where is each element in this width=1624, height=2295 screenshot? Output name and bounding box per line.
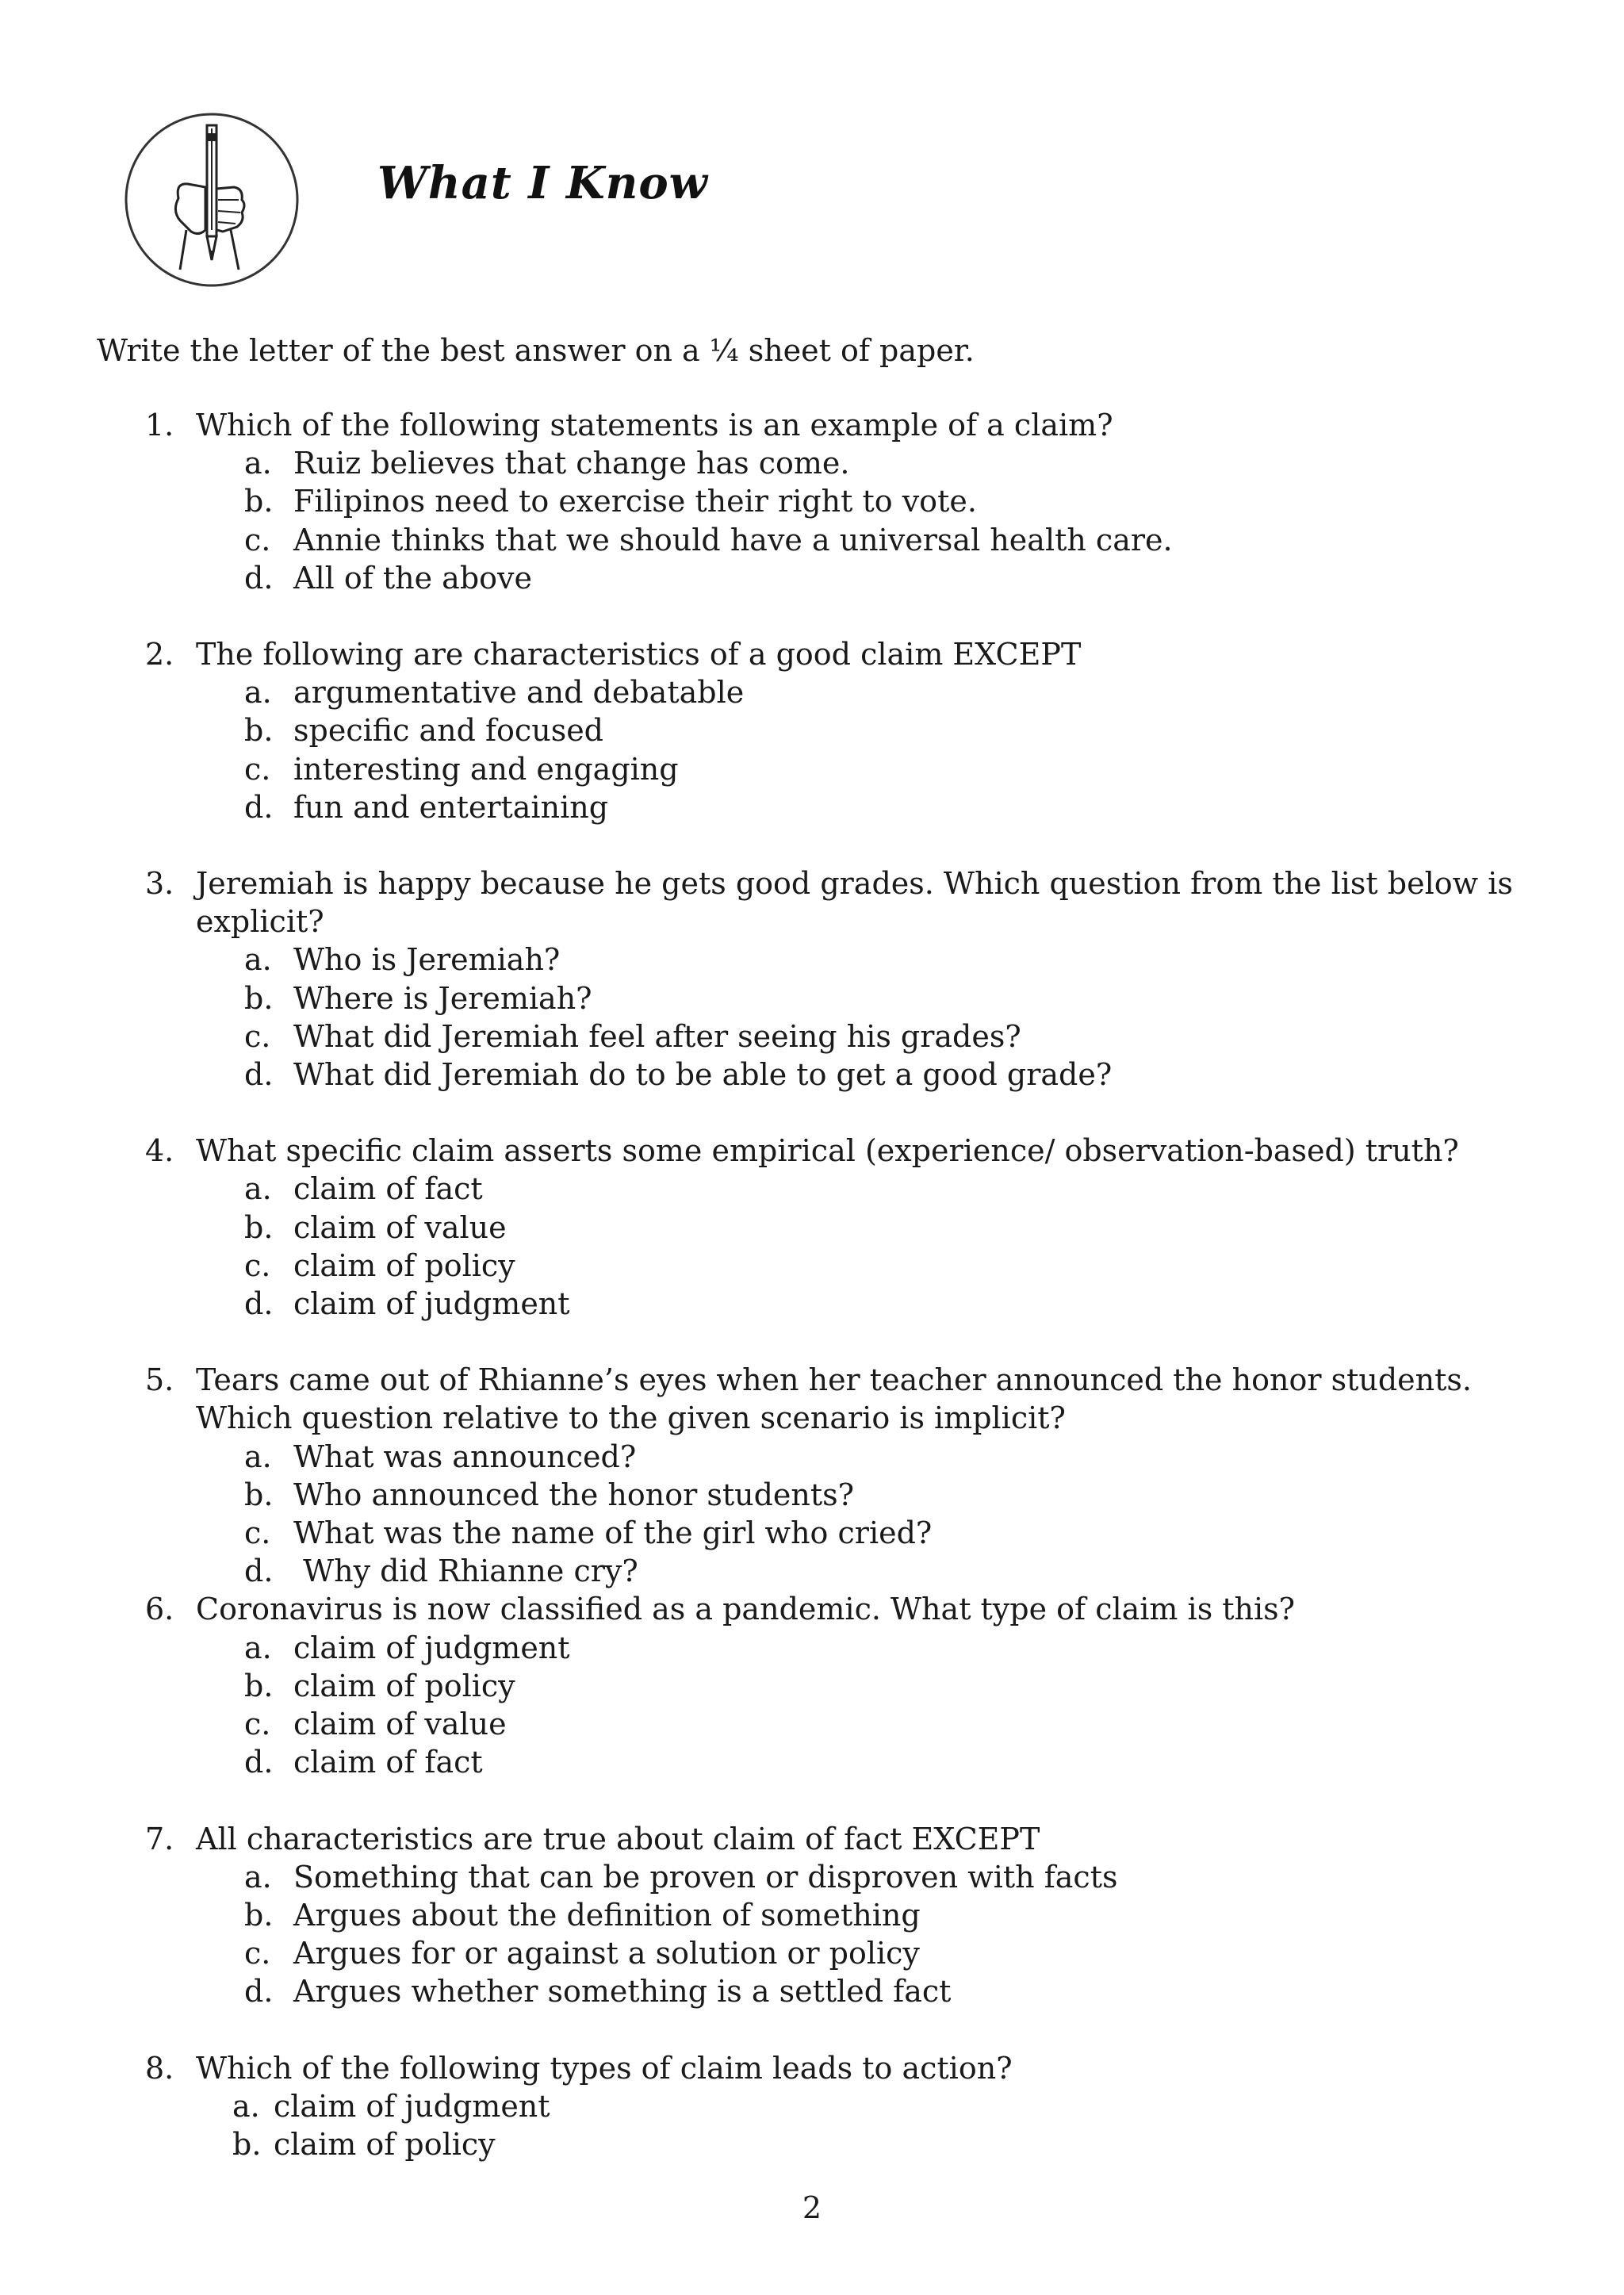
question-stem: What specific claim asserts some empirical (experience/ observation-based) truth? [196,1133,1459,1169]
option-letter: a. [244,1859,272,1895]
option-text: claim of fact [293,1171,483,1207]
option-text: claim of value [293,1707,507,1742]
option-letter: a. [244,1171,272,1207]
option-text: interesting and engaging [293,751,679,787]
option-letter: b. [244,980,274,1016]
question-number: 7. [145,1821,174,1856]
option-text: claim of judgment [293,1286,570,1322]
question-stem: Tears came out of Rhianne’s eyes when her teacher announced the honor students. Which question relative to the given scenario is implicit? [196,1362,1472,1436]
option-text: claim of policy [293,1247,515,1283]
question-number: 8. [145,2050,174,2086]
option-letter: d. [244,789,274,825]
page-number: 2 [802,2190,822,2225]
question-number: 4. [145,1133,174,1169]
option-text: claim of value [293,1209,507,1245]
option-text: Filipinos need to exercise their right to vote. [293,484,977,519]
option-letter: d. [244,1745,274,1780]
option-text: All of the above [293,560,532,596]
question-stem: The following are characteristics of a good claim EXCEPT [196,637,1082,672]
question-stem: Jeremiah is happy because he gets good grades. Which question from the list below is explicit? [196,866,1513,940]
option-letter: d. [244,560,274,596]
option-letter: d. [244,1057,274,1093]
option-text: What did Jeremiah do to be able to get a good grade? [293,1057,1113,1093]
option-letter: a. [232,2088,260,2124]
option-letter: a. [244,446,272,481]
option-text: Something that can be proven or disproven with facts [293,1859,1118,1895]
question-item [0,635,1624,826]
question-stem: Which of the following types of claim leads to action? [196,2050,1013,2086]
option-text: Argues for or against a solution or policy [293,1936,920,1971]
option-text: Annie thinks that we should have a universal health care. [293,522,1173,557]
section-heading: What I Know [377,157,708,209]
question-item [0,1820,1624,2011]
question-item [0,406,1624,597]
question-stem: Which of the following statements is an example of a claim? [196,408,1113,443]
hand-holding-pencil-icon [123,111,301,289]
question-number: 2. [145,637,174,672]
instruction-text: Write the letter of the best answer on a ¼ sheet of paper. [97,333,975,368]
question-item [0,1590,1624,1781]
option-text: claim of judgment [293,1630,570,1665]
option-text: claim of policy [293,1668,515,1703]
option-text: Who is Jeremiah? [293,942,561,978]
option-letter: d. [244,1554,274,1589]
question-item [0,864,1624,1094]
question-list [0,406,1624,2163]
option-letter: c. [244,1247,271,1283]
question-number: 1. [145,408,174,443]
question-number: 6. [145,1592,174,1627]
option-letter: b. [244,1668,274,1703]
option-letter: b. [244,1897,274,1933]
option-letter: b. [244,1477,274,1512]
option-text: fun and entertaining [293,789,609,825]
question-item [0,1132,1624,1323]
option-letter: c. [244,522,271,557]
option-letter: d. [244,1286,274,1322]
option-letter: b. [232,2126,262,2162]
option-letter: a. [244,1630,272,1665]
option-text: Ruiz believes that change has come. [293,446,850,481]
option-letter: a. [244,1439,272,1474]
option-letter: b. [244,713,274,749]
option-text: claim of fact [293,1745,483,1780]
option-letter: c. [244,751,271,787]
option-letter: a. [244,675,272,711]
option-letter: b. [244,1209,274,1245]
question-item [0,1361,1624,1590]
option-text: claim of judgment [274,2088,550,2124]
question-item [0,2049,1624,2164]
question-number: 3. [145,866,174,902]
option-letter: c. [244,1515,271,1551]
option-text: What was announced? [293,1439,637,1474]
question-stem: All characteristics are true about claim of fact EXCEPT [196,1821,1040,1856]
question-stem: Coronavirus is now classified as a pandemic. What type of claim is this? [196,1592,1296,1627]
option-text: argumentative and debatable [293,675,745,711]
option-letter: a. [244,942,272,978]
option-text: What did Jeremiah feel after seeing his grades? [293,1018,1021,1054]
option-text: claim of policy [274,2126,496,2162]
option-text: Argues about the definition of something [293,1897,921,1933]
question-number: 5. [145,1362,174,1398]
option-text: Where is Jeremiah? [293,980,592,1016]
option-text: Why did Rhianne cry? [293,1554,638,1589]
option-letter: b. [244,484,274,519]
option-letter: c. [244,1707,271,1742]
option-letter: d. [244,1974,274,2010]
option-text: What was the name of the girl who cried? [293,1515,933,1551]
option-letter: c. [244,1018,271,1054]
option-text: Who announced the honor students? [293,1477,855,1512]
option-letter: c. [244,1936,271,1971]
option-text: Argues whether something is a settled fact [293,1974,952,2010]
option-text: specific and focused [293,713,604,749]
